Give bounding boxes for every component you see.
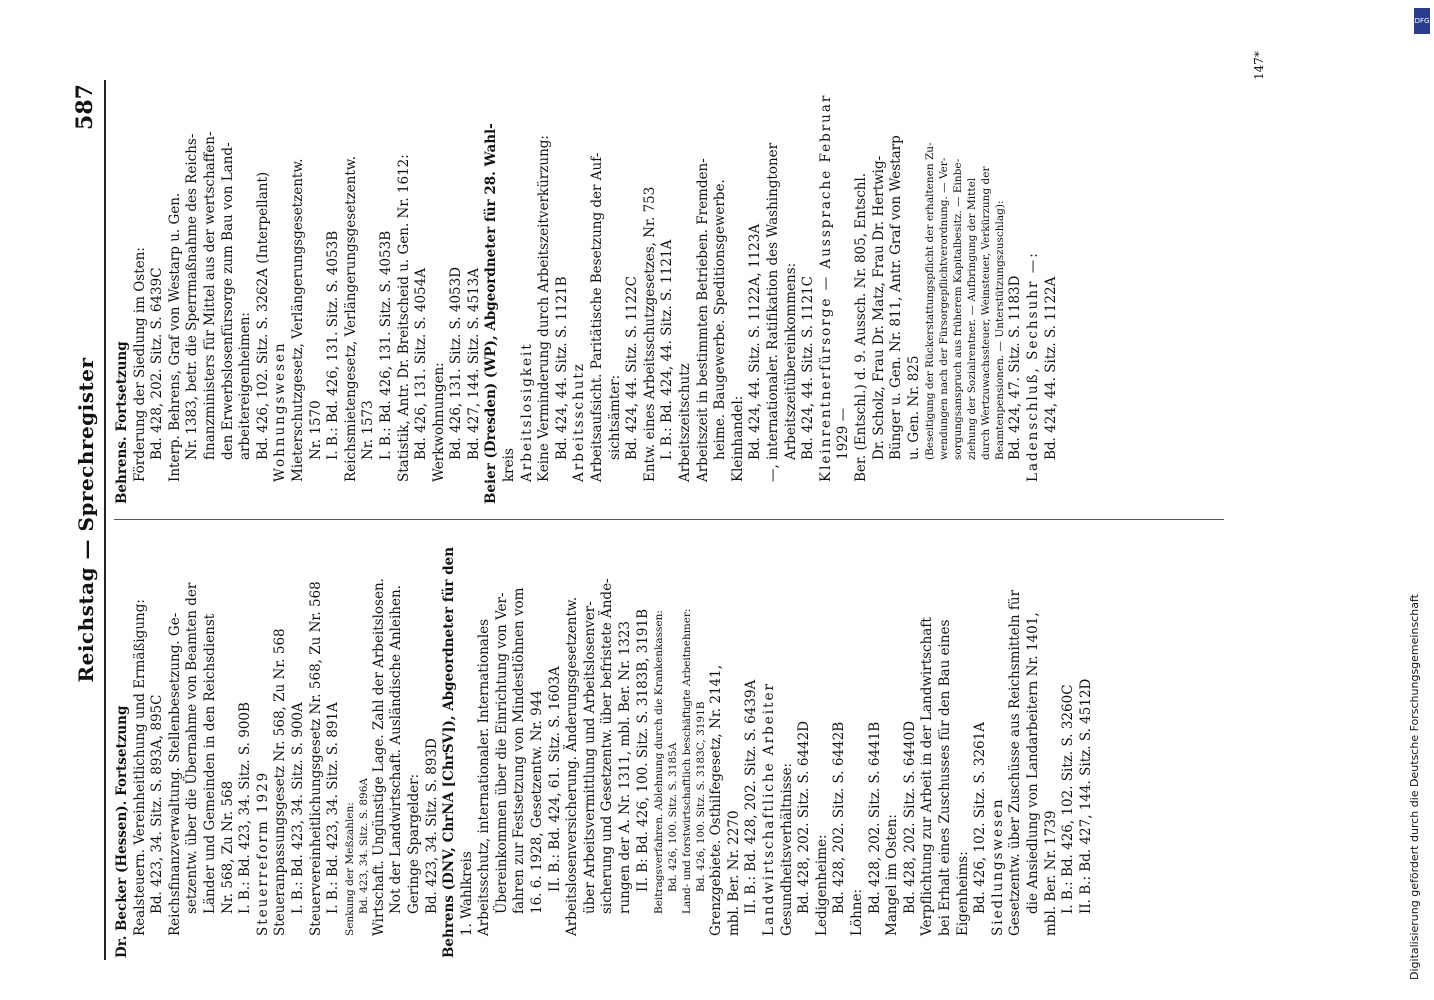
dfg-logo: DFG: [1414, 8, 1430, 34]
entry-line: I. B.: Bd. 426, 102. Sitz. S. 3260C: [1060, 684, 1077, 914]
entry-heading: Behrens (DNV, ChrNA [ChrSV]), Abgeordneter für den: [441, 546, 458, 958]
side-note-text: Digitalisierung gefördert durch die Deutsche Forschungsgemeinschaft: [1408, 594, 1421, 980]
entry-line: 16. 6. 1928, Gesetzentw. Nr. 944: [529, 690, 546, 914]
entry-line: den Erwerbslosenfürsorge zum Bau von Land-: [219, 142, 236, 460]
entry-line: I. B.: Bd. 423, 34. Sitz. S. 891A: [325, 702, 342, 914]
entry-line: Wirtschaft. Ungünstige Lage. Zahl der Arbeitslosen.: [370, 578, 387, 936]
entry-line: Beamtenpensionen. — Unterstützungszuschlag):: [994, 200, 1007, 460]
entry-line: Grenzgebiete. Osthilfegesetz, Nr. 2141,: [708, 664, 725, 936]
entry-line: Interp. Behrens, Graf von Westarp u. Gen.: [166, 192, 183, 482]
entry-heading: Beier (Dresden) (WP), Abgeordneter für 28. Wahl-: [483, 123, 500, 504]
entry-line: II. B.: Bd. 428, 202. Sitz. S. 6439A: [743, 679, 760, 914]
entry-line: Bd. 423, 34. Sitz. S. 896A: [357, 778, 370, 914]
entry-line: Förderung der Siedlung im Osten:: [131, 247, 148, 482]
entry-line: Bd. 428, 202. Sitz. S. 6442B: [831, 721, 848, 914]
entry-line: Arbeitsschutz, internationaler. Internationales: [476, 618, 493, 936]
entry-line: Landwirtschaftliche Arbeiter: [761, 682, 777, 936]
entry-line: Nr. 1383, betr. die Sperrmaßnahme des Reichs-: [184, 133, 201, 460]
entry-line: Reichsmietengesetz, Verlängerungsgesetzentw.: [342, 155, 359, 482]
entry-line: I. B.: Bd. 426, 131. Sitz. S. 4053B: [325, 230, 342, 460]
side-note: [1408, 20, 1428, 980]
entry-line: Realsteuern. Vereinheitlichung und Ermäßigung:: [131, 599, 148, 936]
entry-line: Werkwohnungen:: [430, 362, 447, 482]
entry-line: Bünger u. Gen. Nr. 811, Antr. Graf von Westarp: [888, 135, 905, 460]
entry-line: setzentw. über die Übernahme von Beamten der: [184, 582, 201, 914]
entry-line: Arbeitslosenversicherung. Änderungsgesetzentw.: [564, 596, 581, 936]
entry-line: ziehung der Sozialrentner. — Aufbringung der Mittel: [966, 177, 979, 460]
entry-line: Bd. 424, 44. Sitz. S. 1122C: [624, 276, 641, 460]
right-column: [114, 94, 1060, 504]
entry-line: finanzministers für Mittel aus der wertschaffen-: [201, 131, 218, 460]
entry-line: Bd. 426, 131. Sitz. S. 4053D: [448, 266, 465, 460]
entry-line: I. B.: Bd. 423, 34. Sitz. S. 900A: [289, 702, 306, 914]
signature-mark: 147*: [1252, 51, 1266, 80]
entry-line: Bd. 424, 44. Sitz. S. 1122A: [1042, 276, 1059, 460]
entry-line: Steueranpassungsgesetz Nr. 568, Zu Nr. 568: [272, 628, 289, 936]
entry-line: Bd. 428, 202. Sitz. S. 6439C: [149, 267, 166, 460]
entry-line: Gesundheitsverhältnisse:: [778, 762, 795, 936]
entry-line: Kleinrentnerfürsorge — Aussprache Februar: [817, 93, 834, 482]
entry-line: Arbeitszeit in bestimmten Betrieben. Fremden-: [694, 158, 711, 482]
entry-line: Steuerreform 1929: [254, 770, 271, 936]
entry-line: Verpflichtung zur Arbeit in der Landwirtschaft: [919, 617, 936, 936]
entry-line: Mangel im Osten:: [884, 814, 901, 936]
entry-line: Beitragsverfahren. Ablehnung durch die Krankenkassen:: [653, 610, 666, 914]
entry-line: Ledigenheime:: [813, 834, 830, 936]
entry-line: —, internationaler. Ratifikation des Washingtoner: [764, 142, 781, 482]
entry-line: Bd. 427, 144. Sitz. S. 4513A: [465, 268, 482, 460]
entry-line: Arbeitsschutz: [571, 362, 588, 482]
entry-line: II. B.: Bd. 424, 61. Sitz. S. 1603A: [546, 666, 563, 892]
entry-line: mbl. Ber. Nr. 2270: [725, 810, 742, 936]
entry-line: Statistik, Antr. Dr. Breitscheid u. Gen. Nr. 1612:: [395, 154, 412, 482]
entry-line: Bd. 426, 131. Sitz. S. 4054A: [413, 268, 430, 460]
entry-line: Land- und forstwirtschaftlich beschäftigte Arbeitnehmer:: [681, 608, 694, 914]
entry-line: Kleinhandel:: [729, 395, 746, 482]
running-head-title: Reichstag — Sprechregister: [74, 357, 98, 683]
entry-line: fahren zur Festsetzung von Mindestlöhnen vom: [511, 587, 528, 914]
entry-line: durch Wertzuwachssteuer, Weinsteuer, Verkürzung der: [980, 166, 993, 460]
entry-line: I. B.: Bd. 426, 131. Sitz. S. 4053B: [377, 230, 394, 460]
entry-line: Ber. (Entschl.) d. 9. Aussch. Nr. 805, Entschl.: [852, 172, 869, 482]
entry-line: bei Erhalt eines Zuschusses für den Bau eines: [936, 619, 953, 936]
entry-line: II. B.: Bd. 427, 144. Sitz. S. 4512D: [1077, 678, 1094, 914]
entry-line: Not der Landwirtschaft. Ausländische Anleihen.: [388, 585, 405, 914]
entry-line: Nr. 1573: [360, 400, 377, 460]
entry-line: Siedlungswesen: [989, 797, 1006, 936]
entry-line: rungen der A. Nr. 1311, mbl. Ber. Nr. 1323: [617, 621, 634, 914]
entry-line: Löhne:: [848, 888, 865, 936]
entry-line: Eigenheims:: [954, 851, 971, 936]
entry-line: die Ansiedlung von Landarbeitern Nr. 1401,: [1024, 612, 1041, 914]
entry-line: Arbeitszeitübereinkommens:: [782, 262, 799, 460]
rotated-page: [70, 51, 1320, 960]
entry-heading: Dr. Becker (Hessen). Fortsetzung: [114, 705, 130, 958]
entry-line: kreis: [501, 448, 518, 482]
entry-line: (Beseitigung der Rückerstattungspflicht der erhaltenen Zu-: [924, 142, 937, 460]
header-rule: [104, 80, 106, 960]
left-column: [114, 548, 1095, 958]
entry-line: Bd. 424, 44. Sitz. S. 1122A, 1123A: [747, 223, 764, 460]
running-head: [70, 80, 102, 960]
entry-line: wendungen nach der Fürsorgepflichtverordnung. — Ver-: [938, 157, 951, 460]
column-separator: [114, 519, 1224, 520]
entry-line: Nr. 1570: [307, 400, 324, 460]
entry-line: Bd. 426, 100. Sitz. S. 3183C, 3191B: [695, 701, 708, 892]
entry-line: Bd. 426, 102. Sitz. S. 3262A (Interpellant): [254, 171, 271, 460]
entry-line: Reichsfinanzverwaltung. Stellenbesetzung. Ge-: [166, 612, 183, 936]
entry-line: sicherung und Gesetzentw. über befristete Ände-: [599, 578, 616, 914]
page-number: 587: [72, 84, 98, 130]
entry-line: Wohnungswesen: [272, 341, 289, 482]
entry-line: Bd. 423, 34. Sitz. S. 893A, 895C: [149, 694, 166, 914]
entry-line: 1. Wahlkreis: [458, 851, 475, 936]
entry-line: Bd. 423, 34. Sitz. S. 893D: [423, 738, 440, 914]
entry-line: I. B.: Bd. 424, 44. Sitz. S. 1121A: [659, 239, 676, 460]
entry-line: Mieterschutzgesetz, Verlängerungsgesetzentw.: [289, 158, 306, 482]
entry-line: Übereinkommen über die Einrichtung von Ver-: [493, 592, 510, 914]
entry-line: Bd. 426, 100. Sitz. S. 3185A: [667, 742, 680, 892]
entry-line: Bd. 428, 202. Sitz. S. 6440D: [901, 720, 918, 914]
entry-line: Bd. 428, 202. Sitz. S. 6442D: [796, 720, 813, 914]
entry-line: Arbeitsaufsicht. Paritätische Besetzung der Auf-: [589, 152, 606, 482]
entry-line: Steuervereinheitlichungsgesetz Nr. 568, Zu Nr. 568: [307, 581, 324, 936]
entry-line: über Arbeitsvermittlung und Arbeitslosenver-: [581, 601, 598, 914]
entry-line: I. B.: Bd. 423, 34. Sitz. S. 900B: [237, 702, 254, 914]
entry-line: Geringe Spargelder:: [405, 773, 422, 914]
entry-line: Keine Verminderung durch Arbeitszeitverkürzung:: [536, 135, 553, 482]
entry-line: Entw. eines Arbeitsschutzgesetzes, Nr. 753: [641, 186, 658, 482]
entry-line: Bd. 426, 102. Sitz. S. 3261A: [972, 722, 989, 914]
entry-line: Länder und Gemeinden in den Reichsdienst: [201, 613, 218, 914]
entry-line: Dr. Scholz, Frau Dr. Matz, Frau Dr. Hertwig-: [870, 155, 887, 460]
entry-line: II. B: Bd. 426, 100. Sitz. S. 3183B, 3191B: [634, 608, 651, 892]
entry-line: Bd. 424, 44. Sitz. S. 1121C: [800, 276, 817, 460]
entry-line: Arbeitslosigkeit: [518, 342, 535, 482]
entry-line: sichtsämter:: [606, 374, 623, 460]
entry-line: Arbeitszeitschutz: [677, 363, 693, 482]
entry-line: heime. Baugewerbe. Speditionsgewerbe.: [712, 179, 729, 460]
entry-line: Senkung der Meßzahlen:: [343, 802, 356, 936]
entry-line: Ladenschluß, Sechsuhr —:: [1024, 251, 1041, 482]
entry-line: sorgungsanspruch aus früherem Kapitalbesitz. — Einbe-: [952, 158, 965, 460]
entry-line: arbeitereigenheimen:: [237, 312, 254, 460]
entry-line: 1929 —: [835, 407, 852, 460]
entry-line: Bd. 424, 47. Sitz. S. 1183D: [1007, 275, 1024, 460]
entry-line: Bd. 428, 202. Sitz. S. 6441B: [866, 721, 883, 914]
entry-heading: Behrens. Fortsetzung: [114, 341, 130, 504]
entry-line: mbl. Ber. Nr. 1739: [1042, 810, 1059, 936]
entry-line: Gesetzentw. über Zuschüsse aus Reichsmitteln für: [1007, 589, 1024, 936]
entry-line: u. Gen. Nr. 825: [905, 355, 922, 460]
entry-line: Bd. 424, 44. Sitz. S. 1121B: [553, 276, 570, 460]
entry-line: Nr. 568, Zu Nr. 568: [219, 780, 236, 914]
